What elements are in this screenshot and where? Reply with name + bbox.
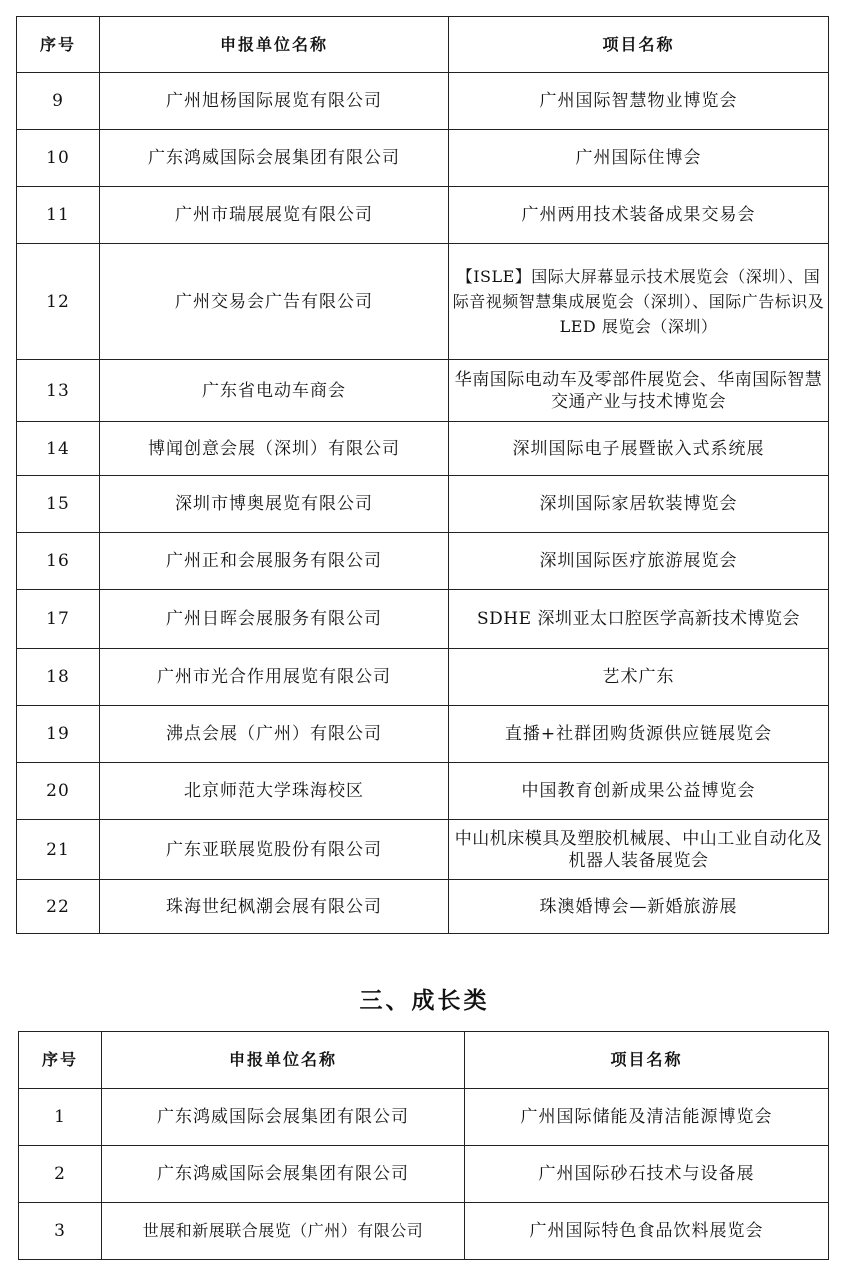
cell-project: 华南国际电动车及零部件展览会、华南国际智慧交通产业与技术博览会 — [449, 360, 829, 422]
cell-project: SDHE 深圳亚太口腔医学高新技术博览会 — [449, 590, 829, 649]
cell-no: 18 — [17, 649, 100, 706]
cell-unit: 博闻创意会展（深圳）有限公司 — [100, 422, 449, 476]
cell-unit: 广东亚联展览股份有限公司 — [100, 820, 449, 880]
cell-project: 珠澳婚博会—新婚旅游展 — [449, 880, 829, 934]
section-title: 三、成长类 — [359, 988, 490, 1014]
cell-unit: 珠海世纪枫潮会展有限公司 — [100, 880, 449, 934]
cell-unit: 广州市瑞展展览有限公司 — [100, 187, 449, 244]
cell-no: 15 — [17, 476, 100, 533]
table-row — [17, 187, 829, 244]
cell-project: 【ISLE】国际大屏幕显示技术展览会（深圳）、国际音视频智慧集成展览会（深圳）、国际广告标识及 LED 展览会（深圳） — [449, 244, 829, 360]
cell-unit: 沸点会展（广州）有限公司 — [100, 706, 449, 763]
cell-project: 深圳国际医疗旅游展览会 — [449, 533, 829, 590]
cell-no: 1 — [19, 1089, 102, 1146]
header-project: 项目名称 — [465, 1032, 829, 1089]
header-no: 序号 — [17, 17, 100, 73]
table-row — [17, 880, 829, 934]
table-header-row — [17, 17, 829, 73]
table-header-row — [19, 1032, 829, 1089]
cell-no: 14 — [17, 422, 100, 476]
table-row — [17, 706, 829, 763]
table-row — [17, 533, 829, 590]
table-row — [17, 422, 829, 476]
cell-unit: 广州日晖会展服务有限公司 — [100, 590, 449, 649]
header-unit: 申报单位名称 — [102, 1032, 465, 1089]
cell-unit: 广东鸿威国际会展集团有限公司 — [100, 130, 449, 187]
table-row — [17, 73, 829, 130]
table-row — [17, 130, 829, 187]
cell-no: 10 — [17, 130, 100, 187]
cell-no: 2 — [19, 1146, 102, 1203]
table-row — [19, 1146, 829, 1203]
cell-project: 深圳国际家居软装博览会 — [449, 476, 829, 533]
cell-no: 17 — [17, 590, 100, 649]
cell-no: 22 — [17, 880, 100, 934]
cell-no: 9 — [17, 73, 100, 130]
table-row — [17, 649, 829, 706]
table-row — [19, 1089, 829, 1146]
exhibition-table-2 — [18, 1031, 829, 1260]
table-row — [17, 360, 829, 422]
header-project: 项目名称 — [449, 17, 829, 73]
cell-project: 中山机床模具及塑胶机械展、中山工业自动化及机器人装备展览会 — [449, 820, 829, 880]
exhibition-table-1 — [16, 16, 829, 934]
cell-no: 12 — [17, 244, 100, 360]
cell-no: 21 — [17, 820, 100, 880]
cell-unit: 广州正和会展服务有限公司 — [100, 533, 449, 590]
cell-project: 广州国际智慧物业博览会 — [449, 73, 829, 130]
table-row — [17, 763, 829, 820]
cell-project: 广州国际特色食品饮料展览会 — [465, 1203, 829, 1260]
table-row — [17, 476, 829, 533]
cell-project: 广州国际储能及清洁能源博览会 — [465, 1089, 829, 1146]
cell-no: 13 — [17, 360, 100, 422]
cell-unit: 深圳市博奥展览有限公司 — [100, 476, 449, 533]
cell-project: 广州国际住博会 — [449, 130, 829, 187]
cell-project: 广州两用技术装备成果交易会 — [449, 187, 829, 244]
cell-unit: 广东鸿威国际会展集团有限公司 — [102, 1146, 465, 1203]
cell-project: 中国教育创新成果公益博览会 — [449, 763, 829, 820]
table-row — [17, 590, 829, 649]
cell-no: 20 — [17, 763, 100, 820]
cell-project: 艺术广东 — [449, 649, 829, 706]
cell-no: 11 — [17, 187, 100, 244]
cell-project: 深圳国际电子展暨嵌入式系统展 — [449, 422, 829, 476]
cell-unit: 广州市光合作用展览有限公司 — [100, 649, 449, 706]
cell-unit: 广州交易会广告有限公司 — [100, 244, 449, 360]
cell-unit: 世展和新展联合展览（广州）有限公司 — [102, 1203, 465, 1260]
cell-unit: 广东省电动车商会 — [100, 360, 449, 422]
cell-unit: 北京师范大学珠海校区 — [100, 763, 449, 820]
cell-no: 3 — [19, 1203, 102, 1260]
table-row — [19, 1203, 829, 1260]
header-no: 序号 — [19, 1032, 102, 1089]
header-unit: 申报单位名称 — [100, 17, 449, 73]
table-row — [17, 244, 829, 360]
table-row — [17, 820, 829, 880]
cell-unit: 广州旭杨国际展览有限公司 — [100, 73, 449, 130]
cell-no: 16 — [17, 533, 100, 590]
cell-unit: 广东鸿威国际会展集团有限公司 — [102, 1089, 465, 1146]
cell-project: 直播+社群团购货源供应链展览会 — [449, 706, 829, 763]
cell-no: 19 — [17, 706, 100, 763]
cell-project: 广州国际砂石技术与设备展 — [465, 1146, 829, 1203]
